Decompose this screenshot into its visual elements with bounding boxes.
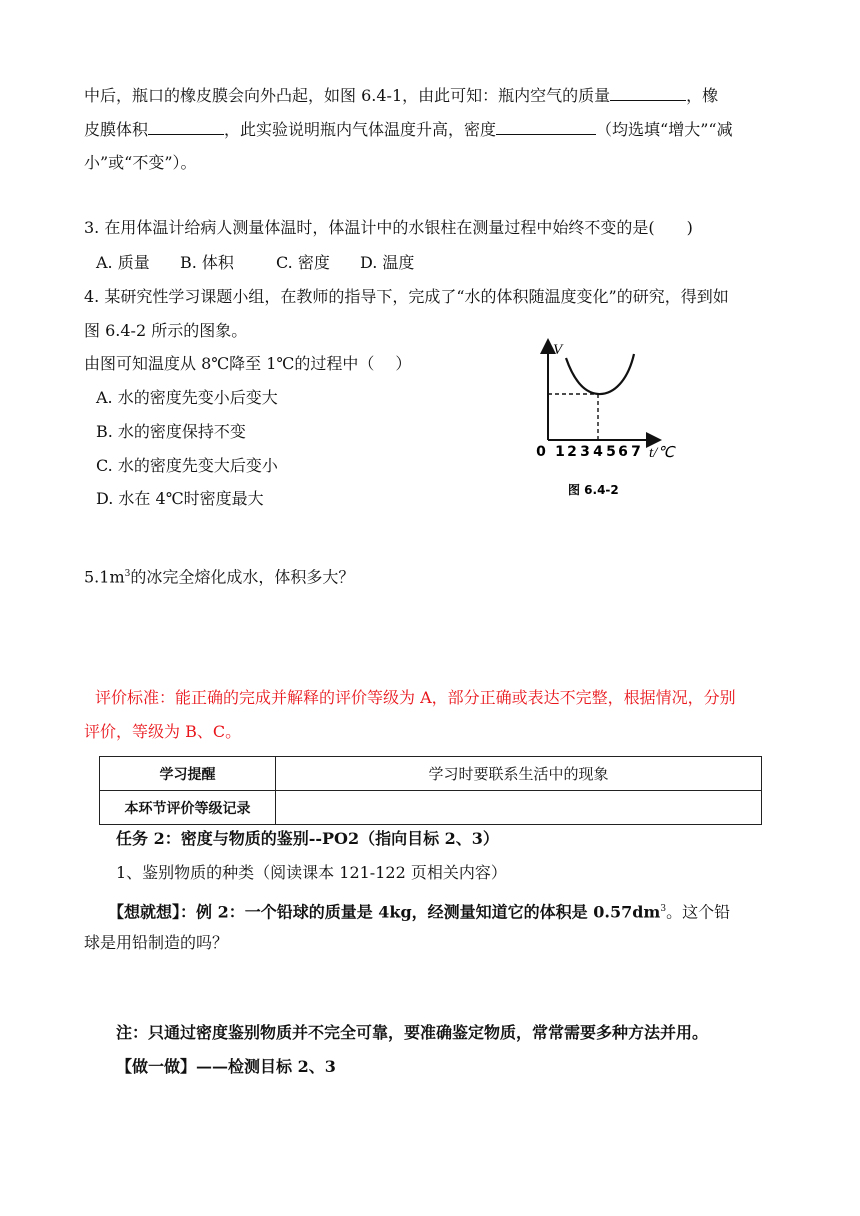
q2-line-1	[84, 84, 718, 107]
q5-pre: 5.1m	[84, 567, 125, 587]
task2-item-1: 1、鉴别物质的种类（阅读课本 121-122 页相关内容）	[116, 863, 507, 882]
table-row	[100, 791, 762, 825]
volume-curve	[566, 354, 634, 394]
q2-line-2	[84, 118, 733, 141]
table-head-grade: 本环节评价等级记录	[100, 791, 276, 825]
y-axis-label: V	[553, 342, 563, 358]
q5-post: 的冰完全熔化成水，体积多大？	[130, 567, 355, 587]
q2-text-2b: ，此实验说明瓶内气体温度升高，密度	[224, 120, 497, 139]
q4-option-d[interactable]: D. 水在 4℃时密度最大	[96, 489, 264, 508]
answer-blank-density[interactable]	[496, 118, 596, 135]
q3-option-a[interactable]: A. 质量	[96, 253, 150, 272]
q2-line-3	[84, 152, 197, 174]
figure-volume-temperature	[530, 336, 690, 506]
q4-stem-2: 图 6.4-2 所示的图象。	[84, 321, 248, 340]
q4-option-c[interactable]: C. 水的密度先变大后变小	[96, 456, 278, 475]
criteria-line-1: 评价标准：能正确的完成并解释的评价等级为 A，部分正确或表达不完整，根据情况，分别	[95, 688, 736, 707]
q3-options	[96, 252, 414, 274]
table-row	[100, 757, 762, 791]
q2-text-2c: （均选填“增大”“减	[596, 120, 733, 139]
tick-5: 5	[606, 444, 616, 460]
q3-option-b[interactable]: B. 体积	[180, 253, 234, 272]
q5-stem	[84, 563, 354, 588]
q4-option-a[interactable]: A. 水的密度先变小后变大	[96, 388, 278, 407]
q3-option-d[interactable]: D. 温度	[360, 253, 415, 272]
q3-option-c[interactable]: C. 密度	[276, 253, 330, 272]
q2-text-3: 小”或“不变”）。	[84, 153, 197, 172]
x-axis-label: t/℃	[649, 445, 675, 461]
q4-option-b[interactable]: B. 水的密度保持不变	[96, 422, 246, 441]
evaluation-table	[99, 756, 762, 825]
task2-title: 任务 2：密度与物质的鉴别--PO2（指向目标 2、3）	[116, 829, 499, 848]
task2-note: 注：只通过密度鉴别物质并不完全可靠，要准确鉴定物质，常常需要多种方法并用。	[116, 1023, 709, 1042]
answer-blank-mass[interactable]	[610, 84, 686, 101]
task2-think-line-1	[108, 898, 730, 923]
q2-text-1b: ，橡	[686, 86, 719, 105]
q4-stem-3: 由图可知温度从 8℃降至 1℃的过程中（ ）	[84, 354, 412, 373]
tick-4: 4	[593, 444, 603, 460]
task2-think-sup: 3	[660, 904, 667, 914]
criteria-line-2: 评价，等级为 B、C。	[84, 722, 242, 741]
tick-1: 1	[555, 444, 565, 460]
table-value-grade[interactable]	[276, 791, 762, 825]
tick-6: 6	[618, 444, 628, 460]
figure-caption: 图 6.4-2	[568, 483, 619, 497]
answer-blank-volume[interactable]	[148, 118, 224, 135]
task2-think-b: 。这个铅	[666, 902, 731, 922]
tick-7: 7	[631, 444, 641, 460]
task2-think-line-2: 球是用铅制造的吗？	[84, 933, 229, 952]
tick-2: 2	[567, 444, 577, 460]
q5-sup: 3	[124, 569, 131, 579]
q4-stem-1: 4. 某研究性学习课题小组，在教师的指导下，完成了“水的体积随温度变化”的研究，得到如	[84, 287, 729, 306]
task2-doit: 【做一做】——检测目标 2、3	[116, 1057, 336, 1076]
tick-0: 0	[536, 444, 546, 460]
tick-3: 3	[580, 444, 590, 460]
task2-think-a: 【想就想】：例 2：一个铅球的质量是 4kg，经测量知道它的体积是 0.57dm	[108, 902, 661, 922]
table-head-reminder: 学习提醒	[100, 757, 276, 791]
q3-stem: 3. 在用体温计给病人测量体温时，体温计中的水银柱在测量过程中始终不变的是( )	[84, 218, 693, 237]
q2-text-2a: 皮膜体积	[84, 120, 149, 139]
table-value-reminder: 学习时要联系生活中的现象	[276, 757, 762, 791]
q2-text-1a: 中后，瓶口的橡皮膜会向外凸起，如图 6.4-1，由此可知：瓶内空气的质量	[84, 86, 611, 105]
